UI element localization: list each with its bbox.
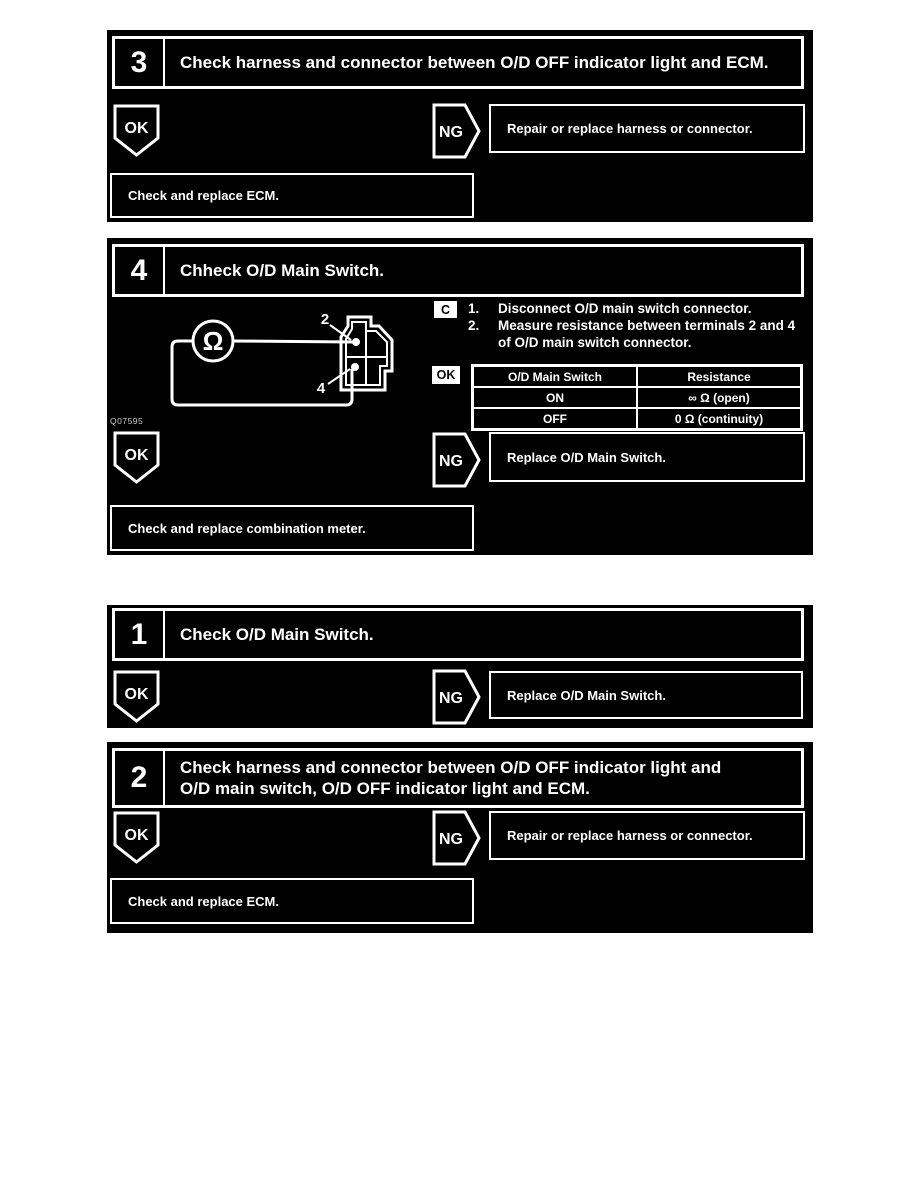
ok-badge-label: OK — [124, 686, 149, 703]
table-header-resistance: Resistance — [637, 366, 801, 387]
table-cell-on-resistance: ∞ Ω (open) — [637, 387, 801, 408]
instruction-text: Measure resistance between terminals 2 and 4 of O/D main switch connector. — [498, 318, 796, 350]
terminal-4-pin — [351, 363, 359, 371]
ok-badge-label: OK — [124, 827, 149, 844]
instruction-list — [468, 300, 808, 351]
table-cell-off: OFF — [473, 408, 637, 429]
step-2-title-line-1: Check harness and connector between O/D OFF indicator light and — [180, 758, 722, 777]
instruction-text: Disconnect O/D main switch connector. — [498, 301, 752, 316]
step-3-header — [112, 36, 804, 89]
step-2-ng-result: Repair or replace harness or connector. — [489, 811, 805, 860]
step-3-number: 3 — [115, 39, 165, 86]
instruction-item — [468, 317, 808, 351]
terminal-2-label: 2 — [320, 311, 330, 328]
step-4-title-line: Chheck O/D Main Switch. — [180, 261, 385, 280]
step-1-title — [165, 611, 374, 658]
ng-badge — [432, 669, 481, 725]
ok-badge — [113, 431, 160, 484]
ng-badge-label: NG — [439, 690, 463, 707]
ok-badge-label: OK — [124, 447, 149, 464]
ng-badge — [432, 103, 481, 159]
step-2-ok-result: Check and replace ECM. — [110, 878, 474, 924]
step-3-title-line: Check harness and connector between O/D OFF indicator light and ECM. — [180, 53, 769, 72]
terminal-2-pin — [352, 338, 360, 346]
step-3-title — [165, 39, 768, 86]
ohmmeter-connector-diagram — [142, 300, 422, 422]
ok-badge-label: OK — [124, 120, 149, 137]
step-1-title-line: Check O/D Main Switch. — [180, 625, 374, 644]
ng-badge-label: NG — [439, 124, 463, 141]
ng-badge — [432, 432, 481, 488]
step-3-block — [107, 30, 813, 222]
ohm-symbol: Ω — [202, 326, 224, 356]
step-4-number: 4 — [115, 247, 165, 294]
step-4-ok-result: Check and replace combination meter. — [110, 505, 474, 551]
step-2-title — [165, 751, 721, 805]
resistance-spec-table — [471, 364, 803, 431]
step-1-number: 1 — [115, 611, 165, 658]
terminal-4-label: 4 — [316, 380, 326, 397]
test-lead-top — [233, 341, 353, 342]
ok-badge — [113, 104, 160, 157]
ng-badge-label: NG — [439, 831, 463, 848]
step-3-ok-result: Check and replace ECM. — [110, 173, 474, 218]
figure-code: Q07595 — [110, 416, 144, 426]
check-step-badge: C — [434, 301, 457, 318]
instruction-number: 1. — [468, 301, 480, 316]
ok-badge — [113, 670, 160, 723]
step-1-block — [107, 605, 813, 728]
step-3-ng-result: Repair or replace harness or connector. — [489, 104, 805, 153]
step-1-ng-result: Replace O/D Main Switch. — [489, 671, 803, 719]
instruction-number: 2. — [468, 318, 480, 333]
step-2-title-line-2: O/D main switch, O/D OFF indicator light and ECM. — [180, 779, 590, 798]
instruction-item — [468, 300, 808, 317]
table-header-switch: O/D Main Switch — [473, 366, 637, 387]
step-2-block — [107, 742, 813, 933]
ok-badge — [113, 811, 160, 864]
step-2-number: 2 — [115, 751, 165, 805]
table-cell-on: ON — [473, 387, 637, 408]
table-cell-off-resistance: 0 Ω (continuity) — [637, 408, 801, 429]
ok-spec-badge: OK — [432, 366, 460, 384]
step-4-ng-result: Replace O/D Main Switch. — [489, 432, 805, 482]
ng-badge — [432, 810, 481, 866]
step-4-block — [107, 238, 813, 555]
step-4-header — [112, 244, 804, 297]
step-2-header — [112, 748, 804, 808]
step-1-header — [112, 608, 804, 661]
ng-badge-label: NG — [439, 453, 463, 470]
step-4-title — [165, 247, 384, 294]
